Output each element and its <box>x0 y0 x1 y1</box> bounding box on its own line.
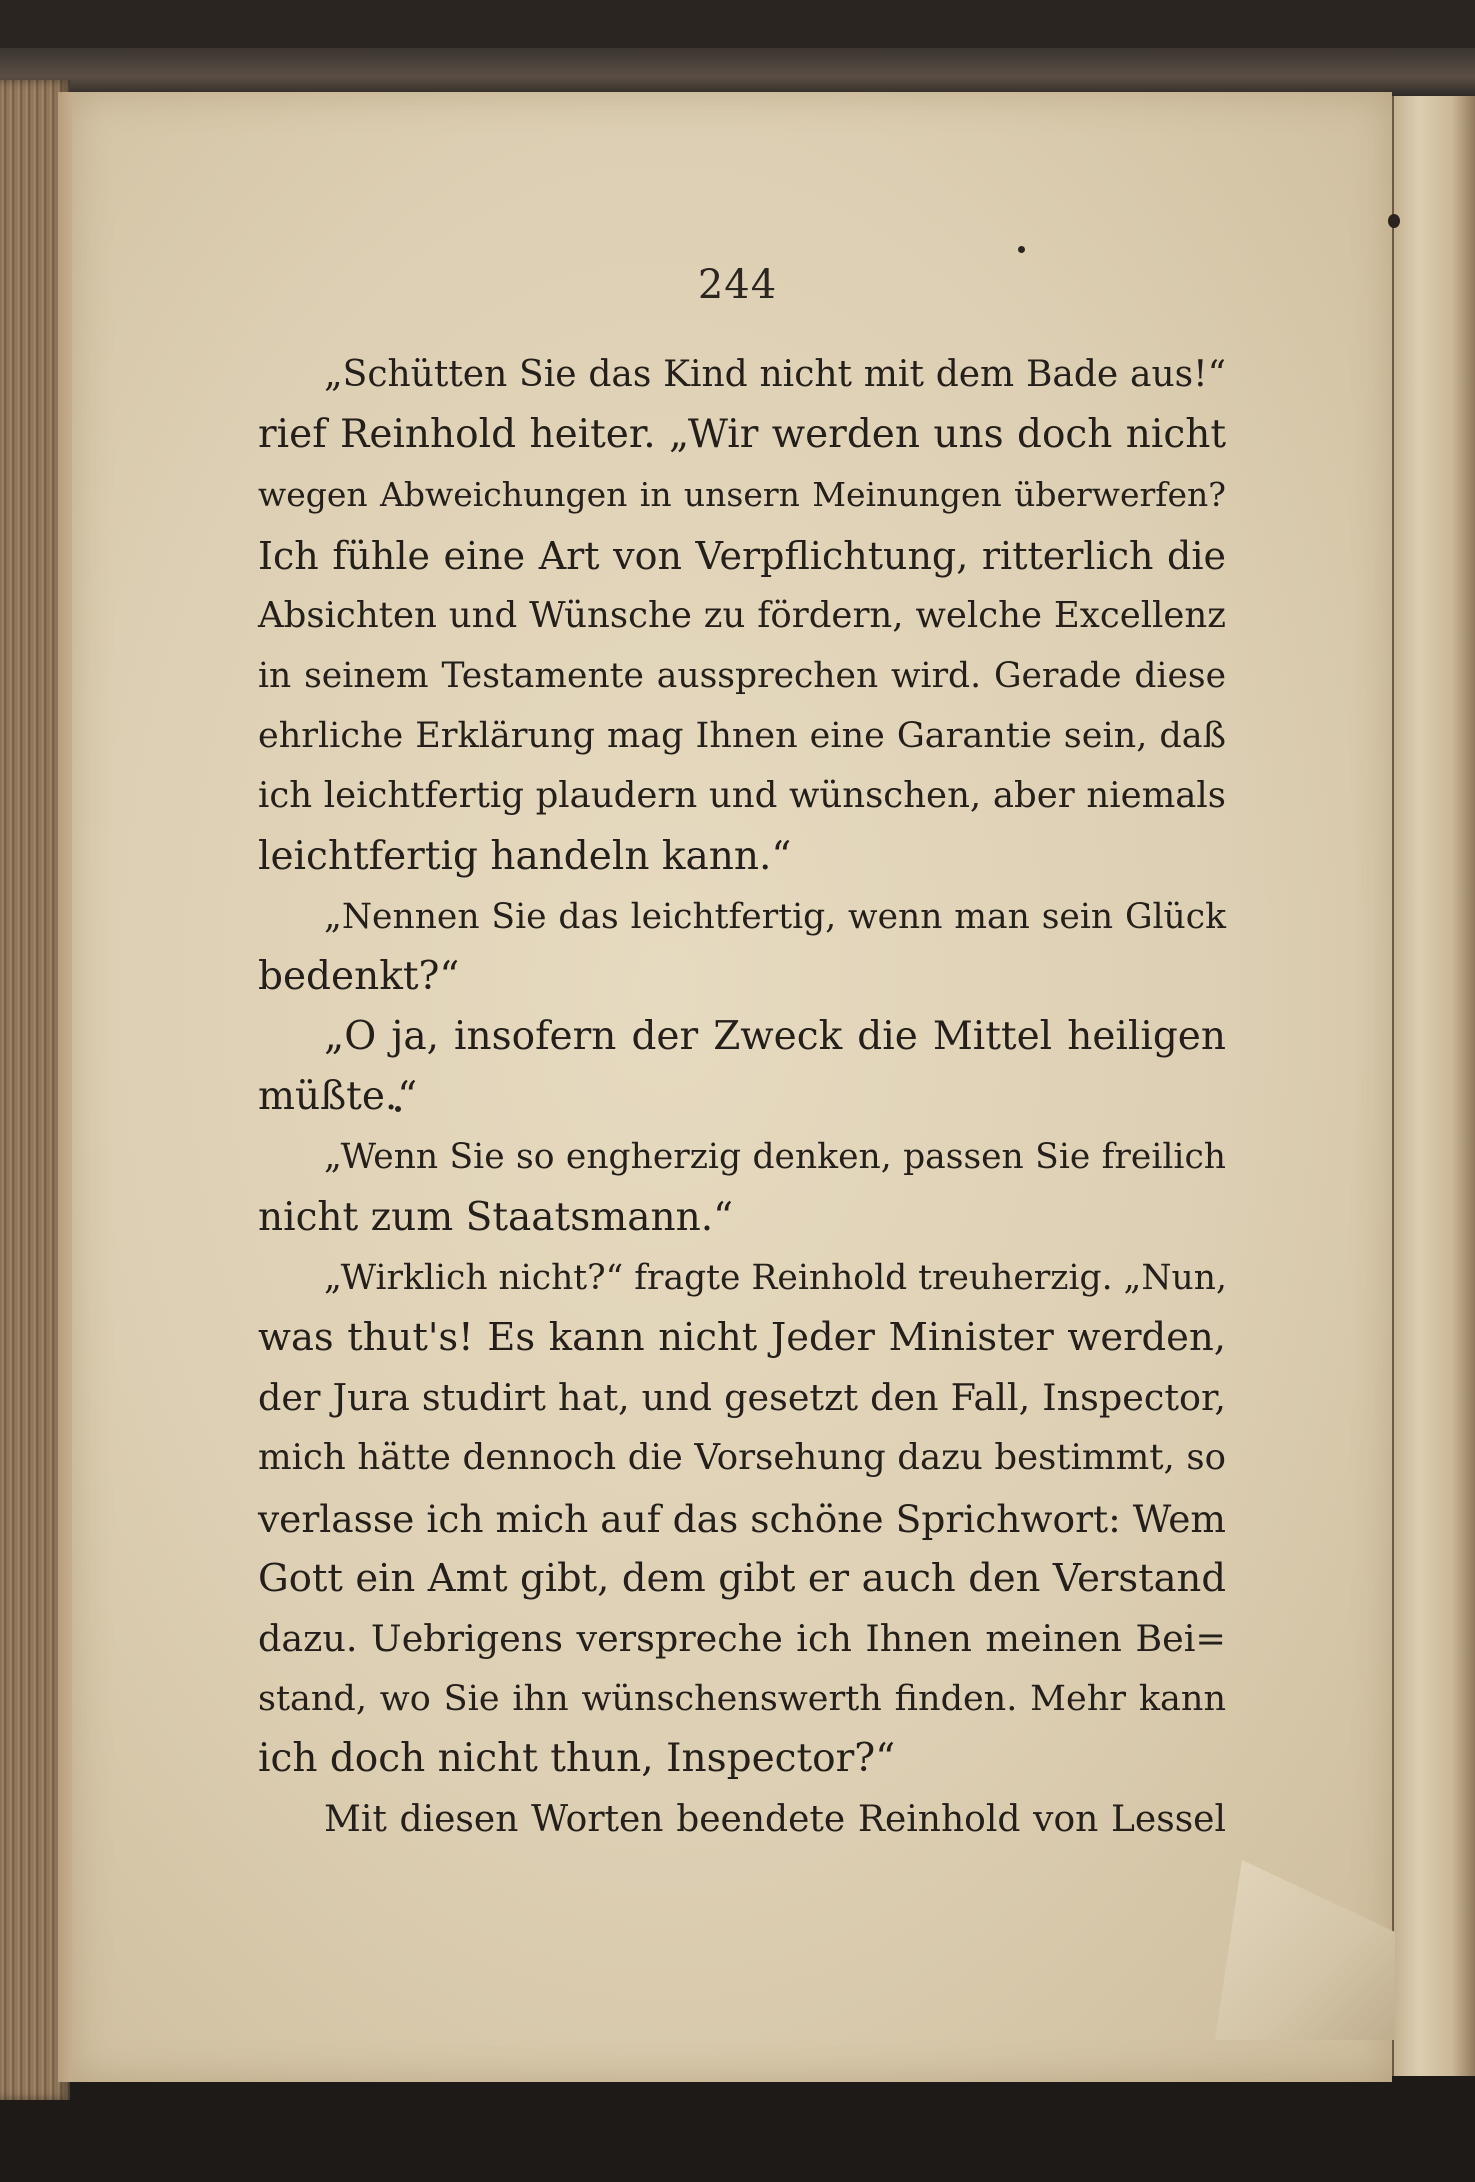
text-line: in seinem Testamente aussprechen wird. Gerade diese <box>258 655 1226 696</box>
text-line: Ich fühle eine Art von Verpflichtung, ritterlich die <box>258 533 1226 578</box>
text-line: müßte.“ <box>258 1074 418 1120</box>
text-line: ich doch nicht thun, Inspector?“ <box>258 1736 896 1782</box>
text-line: der Jura studirt hat, und gesetzt den Fall, Inspector, <box>258 1376 1226 1420</box>
text-line: Gott ein Amt gibt, dem gibt er auch den Verstand <box>258 1555 1226 1601</box>
text-line: „Nennen Sie das leichtfertig, wenn man sein Glück <box>324 896 1226 937</box>
text-line: verlasse ich mich auf das schöne Sprichwort: Wem <box>258 1496 1226 1541</box>
page-speck <box>1388 214 1400 228</box>
text-line: nicht zum Staatsmann.“ <box>258 1194 734 1240</box>
text-line: leichtfertig handeln kann.“ <box>258 833 792 879</box>
text-line: was thut's! Es kann nicht Jeder Minister werden, <box>258 1315 1226 1360</box>
book-top-edge <box>0 48 1475 96</box>
text-line: „O ja, insofern der Zweck die Mittel heiligen <box>324 1014 1226 1060</box>
text-line: dazu. Uebrigens verspreche ich Ihnen meinen Bei= <box>258 1616 1226 1660</box>
text-line: stand, wo Sie ihn wünschenswerth finden. Mehr kann <box>258 1679 1226 1720</box>
text-line: „Wirklich nicht?“ fragte Reinhold treuherzig. „Nun, <box>324 1257 1227 1298</box>
text-line: Mit diesen Worten beendete Reinhold von Lessel <box>324 1798 1226 1840</box>
text-line: bedenkt?“ <box>258 953 460 999</box>
page-speck <box>1018 246 1025 253</box>
text-line: wegen Abweichungen in unsern Meinungen überwerfen? <box>258 475 1226 515</box>
text-line: „Schütten Sie das Kind nicht mit dem Bade aus!“ <box>324 354 1226 395</box>
facing-page-edge <box>1392 96 1475 2076</box>
page-number: 244 <box>697 262 778 308</box>
body-text <box>258 345 1226 1850</box>
text-line: Absichten und Wünsche zu fördern, welche Excellenz <box>258 594 1226 636</box>
text-line: „Wenn Sie so engherzig denken, passen Sie freilich <box>324 1137 1226 1178</box>
text-line: ehrliche Erklärung mag Ihnen eine Garantie sein, daß <box>258 716 1226 757</box>
text-line: rief Reinhold heiter. „Wir werden uns doch nicht <box>258 412 1226 458</box>
text-line: mich hätte dennoch die Vorsehung dazu bestimmt, so <box>258 1437 1226 1479</box>
text-line: ich leichtfertig plaudern und wünschen, aber niemals <box>258 775 1226 817</box>
